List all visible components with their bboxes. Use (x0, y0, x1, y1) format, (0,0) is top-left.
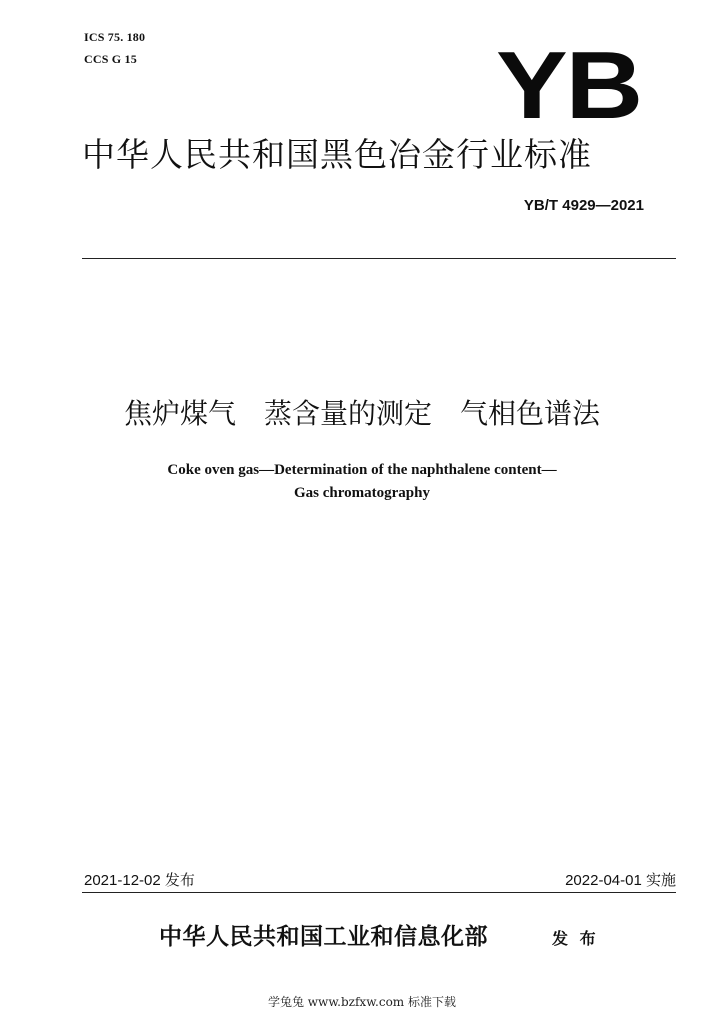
standard-number: YB/T 4929—2021 (523, 197, 644, 214)
english-title-line-1: Coke oven gas—Determination of the naphthalene content— (167, 462, 557, 478)
issue-date: 2021-12-02 发布 (84, 872, 195, 889)
top-divider (82, 258, 676, 259)
chinese-title: 焦炉煤气 蒸含量的测定 气相色谱法 (123, 397, 600, 430)
watermark-text: 学兔兔 www.bzfxw.com 标准下载 (267, 995, 457, 1009)
industry-standard-title: 中华人民共和国黑色冶金行业标准 (82, 135, 592, 174)
bottom-divider (82, 892, 676, 893)
yb-logo: YB (496, 32, 641, 139)
publish-label: 发 布 (552, 929, 599, 948)
implementation-date: 2022-04-01 实施 (565, 872, 676, 889)
ccs-code: CCS G 15 (84, 52, 137, 66)
issuing-authority: 中华人民共和国工业和信息化部 (159, 923, 488, 950)
ics-code: ICS 75. 180 (84, 30, 146, 44)
english-title-line-2: Gas chromatography (294, 485, 430, 501)
